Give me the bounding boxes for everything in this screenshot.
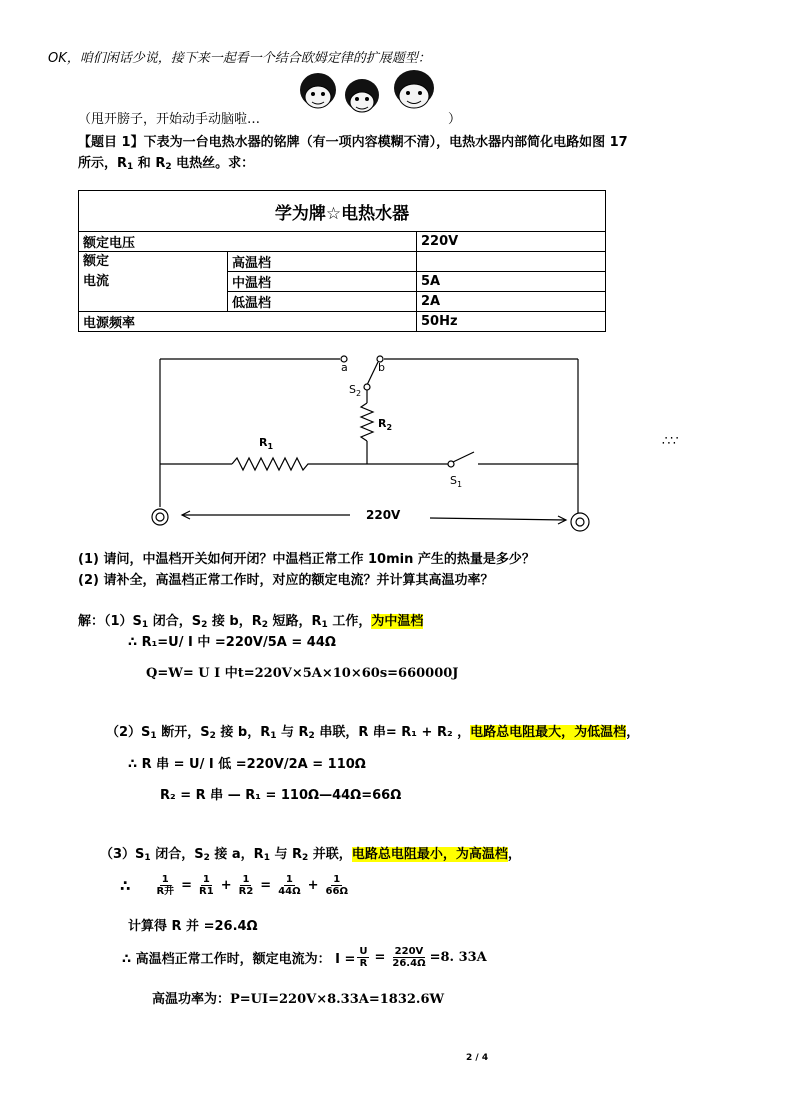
- resistor-r2-icon: [361, 403, 373, 441]
- frac-num: 220V: [394, 946, 424, 957]
- highlight-low-gear: 电路总电阻最大，为低温档: [470, 725, 627, 740]
- solution-3-power: 高温功率为：P=UI=220V×8.33A=1832.6W: [152, 992, 445, 1007]
- sol-text: 工作，: [327, 614, 372, 629]
- intro-aside: [78, 108, 260, 127]
- label-voltage: 220V: [366, 508, 401, 522]
- frac-den: R并: [156, 886, 175, 897]
- label-r2-sub: 2: [386, 423, 393, 432]
- solution-2-formula-1: ∴ R 串 = U/ I 低 =220V/2A = 110Ω: [128, 757, 366, 772]
- high-gear-label: 高温档: [228, 252, 417, 272]
- rated-current-label-part: 额定: [83, 254, 110, 269]
- switch-s2-icon: [367, 362, 378, 385]
- fraction: [197, 874, 216, 897]
- fraction: [324, 874, 350, 897]
- subscript: 2: [203, 853, 210, 863]
- resistor-r1-icon: [232, 458, 312, 470]
- frac-num: U: [359, 946, 368, 957]
- subscript: 1: [144, 853, 151, 863]
- problem-text-part: 电热丝。求：: [171, 156, 255, 171]
- frac-num: 1: [242, 874, 250, 885]
- sol-text: 短路，R: [267, 614, 322, 629]
- sol-text: （3）S: [100, 847, 145, 862]
- low-gear-label: 低温档: [228, 292, 417, 312]
- rated-voltage-value: 220V: [417, 232, 606, 252]
- frac-den: R1: [199, 886, 214, 897]
- label-r2: [378, 417, 392, 432]
- problem-text: 下表为一台电热水器的铭牌（有一项内容模糊不清），电热水器内部简化电路如图 17: [143, 135, 628, 150]
- label-s2-sub: 2: [355, 389, 362, 398]
- cartoon-face-icon: [345, 79, 379, 112]
- sol-text: 解：（1）S: [78, 614, 142, 629]
- frac-num: 1: [333, 874, 341, 885]
- fraction: [237, 874, 256, 897]
- sol-text: 闭合，S: [148, 614, 202, 629]
- page-number: 2 / 4: [466, 1053, 489, 1063]
- equals-sign: =: [260, 878, 272, 893]
- sol-text: 闭合，S: [150, 847, 204, 862]
- solution-2-line: [106, 721, 639, 741]
- mid-gear-value: 5A: [417, 272, 606, 292]
- voltage-arrow-right: [430, 518, 566, 520]
- label-b: b: [378, 361, 385, 374]
- subscript: 1: [270, 731, 277, 741]
- frac-den: R2: [238, 886, 254, 897]
- rated-current-label-part: 电流: [83, 274, 110, 289]
- solution-2-formula-2: R₂ = R 串 — R₁ = 110Ω—44Ω=66Ω: [160, 788, 402, 803]
- sol-text: （2）S: [106, 725, 151, 740]
- label-s1-sub: 1: [456, 480, 463, 489]
- label-r1: [259, 436, 273, 451]
- subscript: 2: [201, 620, 208, 630]
- label-s2-text: S: [349, 383, 356, 396]
- therefore-symbol: ∴: [120, 876, 131, 895]
- frac-num: 1: [161, 874, 169, 885]
- plus-sign: +: [307, 878, 319, 893]
- equals-sign: =: [374, 950, 386, 965]
- parallel-formula: [120, 874, 352, 897]
- sol-text: ∴ 高温档正常工作时，额定电流为： I =: [122, 952, 356, 967]
- problem-text-part: 所示，R: [78, 156, 128, 171]
- problem-line-2: [78, 152, 254, 172]
- high-gear-value: [417, 252, 606, 272]
- problem-label: 【题目 1】: [78, 135, 144, 150]
- cartoon-face-icon: [394, 70, 434, 108]
- subscript: 2: [261, 620, 268, 630]
- subscript: 2: [302, 853, 309, 863]
- solution-3-calc: 计算得 R 并 =26.4Ω: [128, 919, 258, 934]
- mid-gear-label: 中温档: [228, 272, 417, 292]
- subscript: 1: [127, 162, 134, 172]
- label-r1-text: R: [259, 436, 268, 449]
- frac-den: 66Ω: [325, 886, 348, 897]
- solution-1-formula-2: Q=W= U I 中t=220V×5A×10×60s=660000J: [146, 666, 459, 681]
- sol-text: 接 b，R: [215, 725, 271, 740]
- intro-aside-close: ）: [448, 112, 462, 127]
- fraction: [390, 946, 427, 969]
- frequency-label: 电源频率: [79, 312, 417, 332]
- label-r1-sub: 1: [267, 442, 274, 451]
- label-s1: [450, 474, 462, 489]
- cartoon-face-icon: [300, 73, 336, 108]
- nameplate-title: 学为牌☆电热水器: [79, 191, 606, 232]
- rated-voltage-label: 额定电压: [79, 232, 417, 252]
- circuit-diagram: [0, 345, 790, 535]
- intro-line: OK，咱们闲话少说，接下来一起看一个结合欧姆定律的扩展题型：: [48, 51, 431, 66]
- fraction: [276, 874, 302, 897]
- rated-current-label: [79, 252, 228, 312]
- side-mark: ∴∵: [662, 434, 679, 449]
- sol-text: 接 b，R: [207, 614, 262, 629]
- subscript: 1: [150, 731, 157, 741]
- highlight-high-gear: 电路总电阻最小，为高温档: [351, 847, 508, 862]
- sol-text: ，: [507, 847, 521, 862]
- frequency-value: 50Hz: [417, 312, 606, 332]
- sol-text: 串联，R 串= R₁ + R₂ ，: [314, 725, 471, 740]
- fraction: [357, 946, 369, 969]
- label-a: a: [341, 361, 348, 374]
- terminal-right-inner: [576, 518, 584, 526]
- sol-text: 断开，S: [156, 725, 210, 740]
- label-s1-text: S: [450, 474, 457, 487]
- frac-num: 1: [202, 874, 210, 885]
- plus-sign: +: [220, 878, 232, 893]
- sol-text: 与 R: [276, 725, 309, 740]
- intro-aside-open: （甩开膀子，开始动手动脑啦…: [78, 112, 261, 127]
- subscript: 1: [263, 853, 270, 863]
- problem-text-part: 和 R: [133, 156, 166, 171]
- problem-line-1: [78, 131, 628, 150]
- frac-den: 26.4Ω: [392, 958, 426, 969]
- question-2: (2) 请补全，高温档正常工作时，对应的额定电流？并计算其高温功率？: [78, 573, 494, 588]
- solution-3-line: [100, 843, 521, 863]
- low-gear-value: 2A: [417, 292, 606, 312]
- subscript: 1: [321, 620, 328, 630]
- label-r2-text: R: [378, 417, 387, 430]
- solution-3-current: [122, 946, 487, 969]
- highlight-mid-gear: 为中温档: [371, 614, 424, 629]
- frac-den: R: [359, 958, 368, 969]
- frac-num: 1: [285, 874, 293, 885]
- label-s2: [349, 383, 361, 398]
- subscript: 2: [165, 162, 172, 172]
- subscript: 2: [308, 731, 315, 741]
- question-1: (1) 请问，中温档开关如何开闭？中温档正常工作 10min 产生的热量是多少？: [78, 552, 535, 567]
- fraction: [154, 874, 176, 897]
- subscript: 1: [141, 620, 149, 630]
- sol-text: 接 a，R: [209, 847, 264, 862]
- sol-text: 并联，: [308, 847, 352, 862]
- sol-text: ，: [626, 725, 640, 740]
- nameplate-table: [78, 190, 606, 332]
- cartoon-faces-image: [296, 68, 454, 120]
- switch-s2-pivot: [364, 384, 370, 390]
- sol-text: 与 R: [269, 847, 303, 862]
- switch-s1-icon: [453, 452, 474, 462]
- frac-den: 44Ω: [278, 886, 301, 897]
- sol-text: =8. 33A: [429, 950, 487, 965]
- subscript: 2: [209, 731, 216, 741]
- terminal-left-inner: [156, 513, 164, 521]
- solution-1-line: [78, 610, 423, 630]
- equals-sign: =: [181, 878, 193, 893]
- solution-1-formula-1: ∴ R₁=U/ I 中 =220V/5A = 44Ω: [128, 635, 336, 650]
